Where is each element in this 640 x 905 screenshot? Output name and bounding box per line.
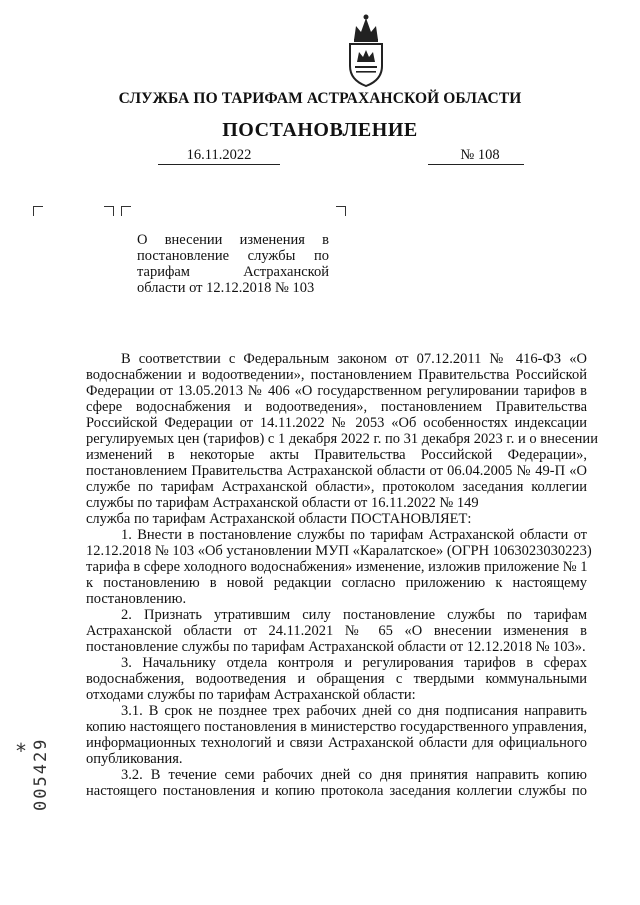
registration-number: 005429 (31, 737, 51, 811)
document-number: № 108 (460, 147, 500, 163)
document-date: 16.11.2022 (186, 147, 252, 163)
body-line: Астраханской области от 24.11.2021 № 65 «О внесении изменения в (86, 623, 587, 639)
body-line: к постановлению в новой редакции согласно приложению к настоящему (86, 575, 587, 591)
margin-asterisk: * (16, 739, 26, 763)
body-line: Российской Федерации от 14.11.2022 № 2053 «Об особенностях индексации (86, 415, 587, 431)
body-line: 2. Признать утратившим силу постановление службы по тарифам (121, 607, 587, 623)
body-line: В соответствии с Федеральным законом от 07.12.2011 № 416-ФЗ «О (121, 351, 587, 367)
body-line: 3.2. В течение семи рабочих дней со дня принятия направить копию (121, 767, 587, 783)
body-line: службы по тарифам Астраханской области от 16.11.2022 № 149 (86, 495, 479, 511)
body-line: 1. Внести в постановление службы по тарифам Астраханской области от (121, 527, 587, 543)
body-line: Федерации от 13.05.2013 № 406 «О государственном регулировании тарифов в (86, 383, 587, 399)
body-line: копию настоящего постановления в министерство государственного управления, (86, 719, 587, 735)
organization-title: СЛУЖБА ПО ТАРИФАМ АСТРАХАНСКОЙ ОБЛАСТИ (118, 90, 522, 107)
body-line: тарифа в сфере холодного водоснабжения» изменение, изложив приложение № 1 (86, 559, 588, 575)
body-line: водоснабжения, водоотведения и обращения с твердыми коммунальными (86, 671, 587, 687)
document-title: ПОСТАНОВЛЕНИЕ (222, 119, 418, 141)
body-line: службе по тарифам Астраханской области», протоколом заседания коллегии (86, 479, 587, 495)
body-line: сфере водоснабжения и водоотведения», постановлением Правительства (86, 399, 587, 415)
body-line: опубликования. (86, 751, 183, 767)
body-line: постановлением Правительства Астраханской области от 06.04.2005 № 49-П «О (86, 463, 587, 479)
date-underline (158, 164, 280, 165)
body-line: 3. Начальнику отдела контроля и регулирования тарифов в сферах (121, 655, 587, 671)
body-line: постановление службы по тарифам Астраханской области от 12.12.2018 № 103». (86, 639, 586, 655)
body-line: постановлению. (86, 591, 187, 607)
corner-mark-mid-right (104, 206, 114, 216)
body-line: отходами службы по тарифам Астраханской области: (86, 687, 416, 703)
body-line: информационных технологий и связи Астраханской области для официального (86, 735, 587, 751)
body-line: регулируемых цен (тарифов) с 1 декабря 2022 г. по 31 декабря 2023 г. и о внесении (86, 431, 598, 447)
number-underline (428, 164, 524, 165)
document-subject: О внесении изменения в постановление службы по тарифам Астраханской области от 12.12.2018 № 103 (137, 232, 329, 296)
corner-mark-top-left (33, 206, 43, 216)
body-line: водоснабжении и водоотведении», постановлением Правительства Российской (86, 367, 587, 383)
body-line: 12.12.2018 № 103 «Об установлении МУП «Каралатское» (ОГРН 1063023030223) (86, 543, 592, 559)
body-line: настоящего постановления и копию протокола заседания коллегии службы по (86, 783, 587, 799)
body-line: 3.1. В срок не позднее трех рабочих дней со дня подписания направить (121, 703, 587, 719)
body-line: служба по тарифам Астраханской области ПОСТАНОВЛЯЕТ: (86, 511, 472, 527)
document-body (86, 351, 598, 799)
corner-mark-mid-left (121, 206, 131, 216)
coat-of-arms-icon (344, 10, 388, 88)
body-line: изменений в некоторые акты Правительства Российской Федерации», (86, 447, 587, 463)
corner-mark-top-right (336, 206, 346, 216)
